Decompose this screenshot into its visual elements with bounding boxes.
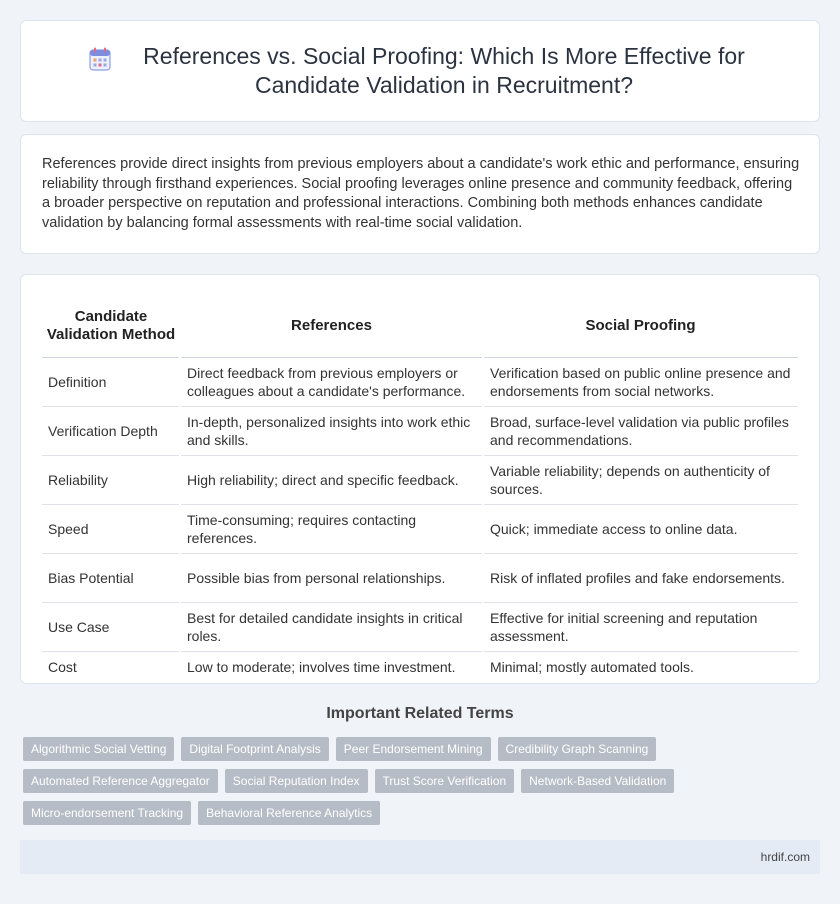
row-social: Effective for initial screening and reputation assessment. [483, 602, 798, 651]
row-references: Low to moderate; involves time investment. [180, 651, 483, 682]
comparison-table-card [20, 274, 820, 684]
row-method: Use Case [42, 602, 180, 651]
header-card [20, 20, 820, 122]
header-references: References [180, 295, 483, 357]
row-social: Verification based on public online presence and endorsements from social networks. [483, 357, 798, 406]
related-term-tag[interactable]: Trust Score Verification [375, 769, 515, 793]
table-row [42, 651, 798, 682]
footer-site-link[interactable]: hrdif.com [760, 850, 810, 864]
row-method: Definition [42, 357, 180, 406]
related-term-tag[interactable]: Network-Based Validation [521, 769, 674, 793]
related-term-tag[interactable]: Algorithmic Social Vetting [23, 737, 174, 761]
comparison-table [42, 295, 798, 682]
row-social: Minimal; mostly automated tools. [483, 651, 798, 682]
related-term-tag[interactable]: Credibility Graph Scanning [498, 737, 657, 761]
summary-card [20, 134, 820, 254]
row-method: Verification Depth [42, 406, 180, 455]
header-social-proofing: Social Proofing [483, 295, 798, 357]
row-social: Quick; immediate access to online data. [483, 504, 798, 553]
row-references: Time-consuming; requires contacting references. [180, 504, 483, 553]
row-method: Cost [48, 658, 77, 675]
table-row [42, 357, 798, 406]
row-social: Broad, surface-level validation via public profiles and recommendations. [483, 406, 798, 455]
header-method: Candidate Validation Method [42, 295, 180, 357]
table-row [42, 504, 798, 553]
row-social: Risk of inflated profiles and fake endorsements. [483, 553, 798, 602]
row-references: Possible bias from personal relationships. [180, 553, 483, 602]
row-references: In-depth, personalized insights into work ethic and skills. [180, 406, 483, 455]
row-method: Bias Potential [42, 553, 180, 602]
table-row [42, 602, 798, 651]
related-term-tag[interactable]: Peer Endorsement Mining [336, 737, 491, 761]
table-row [42, 455, 798, 504]
row-references: Direct feedback from previous employers or colleagues about a candidate's performance. [180, 357, 483, 406]
summary-text: References provide direct insights from previous employers about a candidate's work ethic and performance, ensuring reliability through firsthand experiences. Social proofing leverages online presence and community feedback, offering a broader perspective on reputation and professional interactions. Combining both methods enhances candidate validation by balancing formal assessments with real-time social validation. [42, 156, 800, 231]
table-header-row [42, 295, 798, 357]
footer-bar [20, 840, 820, 874]
table-row [42, 406, 798, 455]
related-term-tag[interactable]: Behavioral Reference Analytics [198, 801, 380, 825]
row-references: Best for detailed candidate insights in critical roles. [180, 602, 483, 651]
related-term-tag[interactable]: Social Reputation Index [225, 769, 368, 793]
related-terms-list [23, 737, 763, 825]
row-references: High reliability; direct and specific feedback. [180, 455, 483, 504]
row-method: Speed [42, 504, 180, 553]
related-terms-heading: Important Related Terms [326, 705, 514, 722]
row-social: Variable reliability; depends on authenticity of sources. [483, 455, 798, 504]
table-row [42, 553, 798, 602]
page-title: References vs. Social Proofing: Which Is More Effective for Candidate Validation in Recruitment? [143, 43, 745, 98]
row-method: Reliability [42, 455, 180, 504]
related-term-tag[interactable]: Automated Reference Aggregator [23, 769, 218, 793]
related-term-tag[interactable]: Micro-endorsement Tracking [23, 801, 191, 825]
related-term-tag[interactable]: Digital Footprint Analysis [181, 737, 328, 761]
